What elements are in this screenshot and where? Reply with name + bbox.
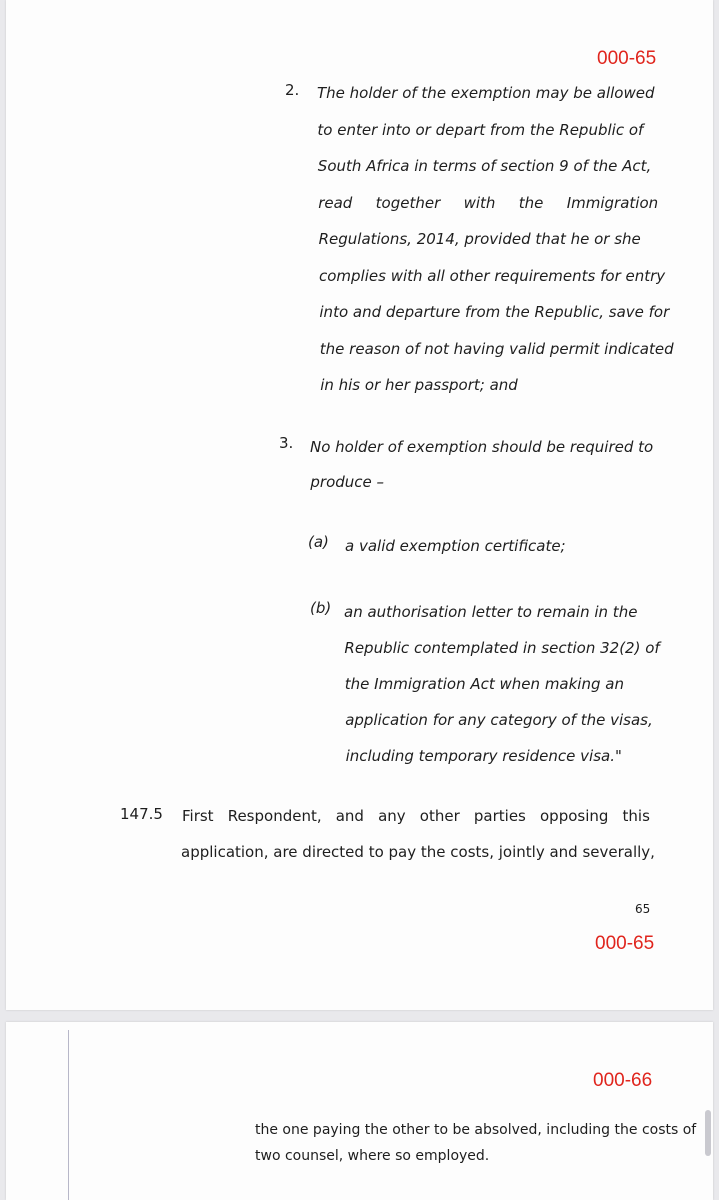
subb-line: the Immigration Act when making an [344,675,624,693]
word: and [335,807,364,825]
page2-line-1: the one paying the other to be absolved, including the costs of [255,1122,697,1138]
page-stamp-top: 000-65 [597,48,657,69]
word: together [375,193,441,212]
word: First [182,807,214,825]
sub-item-a-text: a valid exemption certificate; [345,537,566,555]
document-page-65 [6,0,713,1010]
subb-line: an authorisation letter to remain in the [344,603,638,621]
paragraph-line-1 [182,806,650,826]
word: the [518,193,544,212]
page2-line-2: two counsel, where so employed. [255,1148,490,1164]
item2-line: complies with all other requirements for entry [319,266,666,285]
item2-line: the reason of not having valid permit indicated [319,339,674,358]
sub-item-b-label: (b) [310,599,332,617]
paragraph-number: 147.5 [120,805,163,823]
item2-line: in his or her passport; and [320,376,518,394]
item2-line [318,193,658,213]
page-stamp-bottom: 000-65 [595,933,655,954]
item2-line: into and departure from the Republic, save for [319,303,670,321]
item3-line: No holder of exemption should be required to [310,438,654,456]
word: parties [473,807,526,825]
paragraph-line-2: application, are directed to pay the costs, jointly and severally, [181,843,655,861]
subb-line: Republic contemplated in section 32(2) of [344,639,660,657]
document-page-66 [6,1022,713,1200]
item2-line: The holder of the exemption may be allowed [317,84,655,102]
item3-line: produce – [310,473,385,491]
word: this [622,807,650,825]
sub-item-a-label: (a) [308,533,329,551]
word: any [378,807,406,825]
subb-line: application for any category of the visas, [345,711,653,729]
page-edge-line [68,1030,69,1200]
page-number: 65 [635,902,651,916]
page-stamp-top: 000-66 [593,1070,653,1091]
scrollbar-thumb[interactable] [705,1110,711,1156]
word: read [318,193,353,212]
item2-line: to enter into or depart from the Republic of [317,120,644,139]
word: Respondent, [227,807,322,825]
word: other [419,807,460,825]
word: Immigration [566,193,659,212]
word: opposing [540,807,609,825]
item-2-number: 2. [285,81,300,99]
item-3-number: 3. [279,434,294,452]
item2-line: South Africa in terms of section 9 of the Act, [317,157,652,175]
word: with [463,193,496,212]
subb-line: including temporary residence visa." [345,747,622,765]
item2-line: Regulations, 2014, provided that he or she [318,230,641,248]
